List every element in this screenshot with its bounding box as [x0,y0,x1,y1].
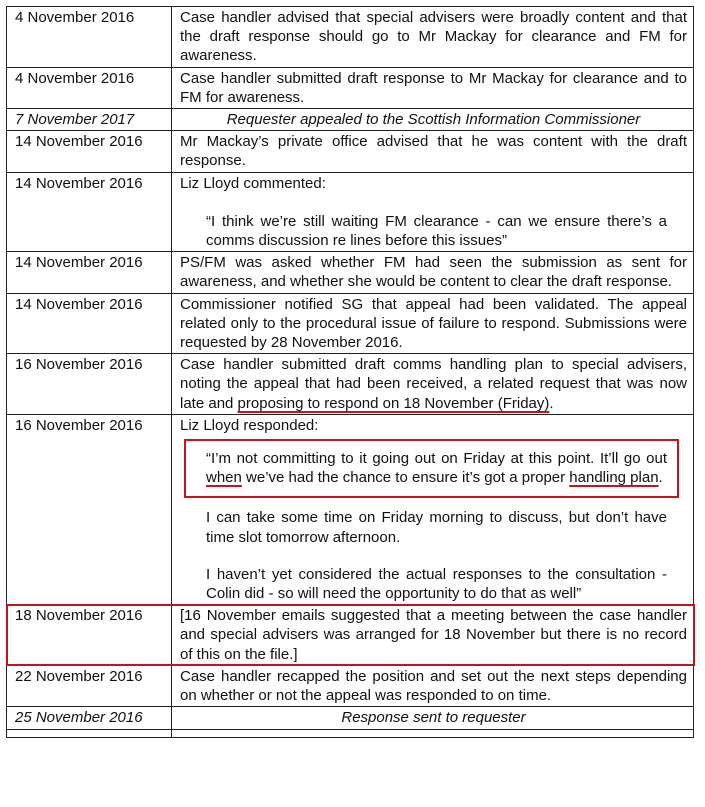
table-row-italic [7,109,694,131]
row-date: 16 November 2016 [7,354,172,415]
row-entry [172,414,694,604]
row-date: 14 November 2016 [7,293,172,354]
row-entry: Response sent to requester [172,707,694,729]
table-row [7,665,694,706]
quoted-email: I can take some time on Friday morning to discuss, but don’t have time slot tomorrow afternoon. [206,509,667,546]
underlined-handling-plan: handling plan [569,469,659,487]
row-entry: Commissioner notified SG that appeal had been validated. The appeal related only to the procedural issue of failure to respond. Submissions were requested by 28 November 2016. [172,293,694,354]
quote-text: . [658,469,663,487]
row-date: 18 November 2016 [7,605,172,666]
row-entry: Case handler recapped the position and set out the next steps depending on whether or not the appeal was responded to on time. [172,665,694,706]
row-date: 7 November 2017 [7,109,172,131]
table-row [7,7,694,68]
row-entry [172,172,694,252]
row-entry: Mr Mackay’s private office advised that he was content with the draft response. [172,131,694,172]
quote-text: we’ve had the chance to ensure it’s got a proper [241,469,570,487]
row-date: 14 November 2016 [7,172,172,252]
row-entry: PS/FM was asked whether FM had seen the submission as sent for awareness, and whether she would be content to clear the draft response. [172,252,694,293]
timeline-table [6,6,694,738]
row-date: 16 November 2016 [7,414,172,604]
row-entry: Case handler submitted draft response to Mr Mackay for clearance and to FM for awareness. [172,67,694,108]
row-date-clipped [7,729,172,737]
row-entry: Case handler advised that special advisers were broadly content and that the draft response should go to Mr Mackay for clearance and FM for awareness. [172,7,694,68]
row-entry: Requester appealed to the Scottish Information Commissioner [172,109,694,131]
quote-text: “I’m not committing to it going out on Friday at this point. It’ll go out [206,450,667,468]
table-row-italic [7,707,694,729]
entry-text: Case handler submitted draft comms handling plan to special advisers, noting the appeal that had been received, a related request that was now late and [180,356,687,412]
table-row-cut-off [7,729,694,737]
table-row [7,131,694,172]
underlined-when: when [206,469,242,487]
entry-intro: Liz Lloyd commented: [180,174,326,192]
table-row-highlighted [7,605,694,666]
entry-intro: Liz Lloyd responded: [180,416,319,434]
table-row [7,414,694,604]
row-date: 4 November 2016 [7,7,172,68]
quoted-email: I haven’t yet considered the actual responses to the consultation - Colin did - so will need the opportunity to do that as well” [206,565,667,603]
table-row [7,293,694,354]
underlined-highlight: proposing to respond on 18 November (Friday) [237,394,550,412]
quoted-email: “I think we’re still waiting FM clearance - can we ensure there’s a comms discussion re lines before this issues” [206,212,667,250]
row-date: 25 November 2016 [7,707,172,729]
row-entry [172,354,694,415]
row-date: 14 November 2016 [7,252,172,293]
table-row [7,172,694,252]
row-date: 4 November 2016 [7,67,172,108]
row-date: 22 November 2016 [7,665,172,706]
entry-text-end: . [549,394,554,412]
table-row [7,67,694,108]
row-date: 14 November 2016 [7,131,172,172]
table-row [7,252,694,293]
row-entry: [16 November emails suggested that a meeting between the case handler and special advisers was arranged for 18 November but there is no record of this on the file.] [172,605,694,666]
table-row [7,354,694,415]
highlighted-quote-box [184,439,679,498]
row-entry-clipped [172,729,694,737]
